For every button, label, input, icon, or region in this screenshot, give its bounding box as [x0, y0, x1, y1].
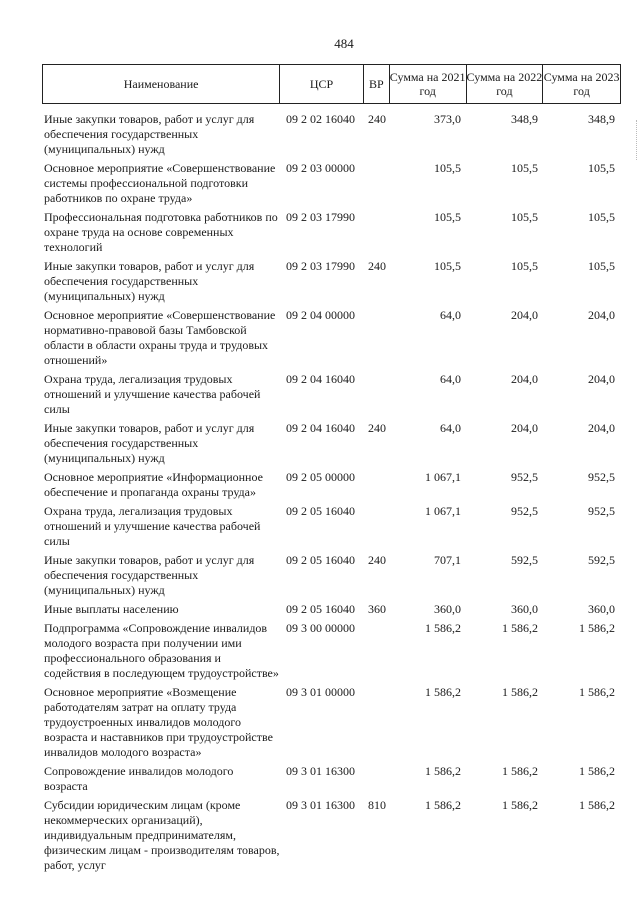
row-sum-2023: 105,5 [588, 161, 615, 175]
row-vr [364, 764, 390, 794]
row-csr: 09 3 01 16300 [286, 764, 355, 778]
row-vr: 240 [368, 421, 386, 435]
row-name: Иные закупки товаров, работ и услуг для обеспечения государственных (муниципальных) нужд [44, 112, 255, 156]
row-sum-2021: 64,0 [440, 421, 461, 435]
row-vr [364, 470, 390, 500]
row-name: Иные закупки товаров, работ и услуг для обеспечения государственных (муниципальных) нужд [44, 259, 255, 303]
table-header [42, 64, 621, 104]
scan-edge-divider [636, 120, 638, 160]
table-row [42, 372, 621, 417]
table-row [42, 259, 621, 304]
row-csr: 09 2 04 16040 [286, 421, 355, 435]
row-vr [364, 372, 390, 417]
row-sum-2023: 204,0 [588, 308, 615, 322]
row-csr: 09 2 03 17990 [286, 259, 355, 273]
row-name: Профессиональная подготовка работников по охране труда на основе современных технологий [44, 210, 278, 254]
row-name: Основное мероприятие «Совершенствование нормативно-правовой базы Тамбовской области в области охраны труда и трудовых отношений» [44, 308, 276, 367]
row-vr: 360 [368, 602, 386, 616]
header-csr: ЦСР [280, 65, 364, 103]
row-sum-2022: 204,0 [511, 372, 538, 386]
row-sum-2021: 1 586,2 [425, 621, 461, 635]
table-row [42, 553, 621, 598]
row-sum-2023: 1 586,2 [579, 685, 615, 699]
row-name: Основное мероприятие «Информационное обеспечение и пропаганда охраны труда» [44, 470, 263, 499]
row-csr: 09 3 01 16300 [286, 798, 355, 812]
row-name: Сопровождение инвалидов молодого возраста [44, 764, 234, 793]
row-vr: 240 [368, 553, 386, 567]
table-row [42, 798, 621, 873]
row-vr [364, 210, 390, 255]
row-sum-2023: 1 586,2 [579, 621, 615, 635]
row-sum-2021: 105,5 [434, 161, 461, 175]
header-sum-2021: Сумма на 2021 год [390, 65, 467, 103]
row-vr [364, 161, 390, 206]
table-row [42, 602, 621, 617]
row-vr: 240 [368, 259, 386, 273]
row-csr: 09 3 00 00000 [286, 621, 355, 635]
row-sum-2021: 1 586,2 [425, 764, 461, 778]
row-sum-2023: 952,5 [588, 504, 615, 518]
row-sum-2023: 952,5 [588, 470, 615, 484]
row-sum-2022: 105,5 [511, 210, 538, 224]
row-csr: 09 2 05 00000 [286, 470, 355, 484]
row-vr [364, 308, 390, 368]
header-name: Наименование [43, 65, 280, 103]
row-sum-2023: 360,0 [588, 602, 615, 616]
table-row [42, 308, 621, 368]
row-csr: 09 2 03 00000 [286, 161, 355, 175]
row-sum-2022: 952,5 [511, 504, 538, 518]
row-sum-2022: 592,5 [511, 553, 538, 567]
table-row [42, 112, 621, 157]
table-row [42, 504, 621, 549]
row-sum-2022: 105,5 [511, 161, 538, 175]
row-sum-2022: 1 586,2 [502, 798, 538, 812]
table-row [42, 161, 621, 206]
table-row [42, 470, 621, 500]
row-vr: 240 [368, 112, 386, 126]
row-sum-2021: 64,0 [440, 372, 461, 386]
row-sum-2022: 204,0 [511, 421, 538, 435]
table-row [42, 421, 621, 466]
row-csr: 09 2 03 17990 [286, 210, 355, 224]
row-sum-2023: 348,9 [588, 112, 615, 126]
row-sum-2023: 1 586,2 [579, 798, 615, 812]
table-row [42, 210, 621, 255]
row-sum-2021: 105,5 [434, 259, 461, 273]
row-name: Подпрограмма «Сопровождение инвалидов молодого возраста при получении ими профессионального образования и содействия в последующем трудоустройстве» [44, 621, 279, 680]
table-row [42, 685, 621, 760]
row-vr [364, 504, 390, 549]
row-name: Иные выплаты населению [44, 602, 179, 616]
row-csr: 09 3 01 00000 [286, 685, 355, 699]
row-vr [364, 685, 390, 760]
row-sum-2022: 360,0 [511, 602, 538, 616]
row-sum-2022: 1 586,2 [502, 764, 538, 778]
row-sum-2022: 952,5 [511, 470, 538, 484]
row-sum-2023: 1 586,2 [579, 764, 615, 778]
row-sum-2022: 1 586,2 [502, 685, 538, 699]
row-sum-2023: 105,5 [588, 259, 615, 273]
row-vr: 810 [368, 798, 386, 812]
row-sum-2021: 105,5 [434, 210, 461, 224]
row-csr: 09 2 04 00000 [286, 308, 355, 322]
row-sum-2022: 348,9 [511, 112, 538, 126]
row-vr [364, 621, 390, 681]
row-sum-2021: 360,0 [434, 602, 461, 616]
header-vr: ВР [364, 65, 390, 103]
row-sum-2021: 1 586,2 [425, 685, 461, 699]
row-sum-2021: 373,0 [434, 112, 461, 126]
row-name: Иные закупки товаров, работ и услуг для обеспечения государственных (муниципальных) нужд [44, 553, 255, 597]
row-csr: 09 2 05 16040 [286, 504, 355, 518]
row-csr: 09 2 04 16040 [286, 372, 355, 386]
page-number: 484 [334, 36, 354, 51]
header-sum-2022: Сумма на 2022 год [467, 65, 544, 103]
table-row [42, 764, 621, 794]
row-csr: 09 2 05 16040 [286, 553, 355, 567]
row-csr: 09 2 05 16040 [286, 602, 355, 616]
row-sum-2023: 105,5 [588, 210, 615, 224]
row-name: Основное мероприятие «Совершенствование системы профессиональной подготовки работников по охране труда» [44, 161, 276, 205]
row-sum-2023: 204,0 [588, 372, 615, 386]
row-sum-2021: 1 067,1 [425, 504, 461, 518]
row-sum-2022: 1 586,2 [502, 621, 538, 635]
row-sum-2021: 707,1 [434, 553, 461, 567]
row-name: Субсидии юридическим лицам (кроме некоммерческих организаций), индивидуальным предпринимателям, физическим лицам - производителям товаров, работ, услуг [44, 798, 280, 872]
row-sum-2021: 1 067,1 [425, 470, 461, 484]
row-sum-2021: 1 586,2 [425, 798, 461, 812]
row-sum-2023: 592,5 [588, 553, 615, 567]
row-sum-2022: 204,0 [511, 308, 538, 322]
row-name: Охрана труда, легализация трудовых отношений и улучшение качества рабочей силы [44, 372, 261, 416]
row-csr: 09 2 02 16040 [286, 112, 355, 126]
row-name: Охрана труда, легализация трудовых отношений и улучшение качества рабочей силы [44, 504, 261, 548]
table-body [42, 112, 621, 877]
row-sum-2023: 204,0 [588, 421, 615, 435]
table-row [42, 621, 621, 681]
row-sum-2022: 105,5 [511, 259, 538, 273]
row-name: Иные закупки товаров, работ и услуг для обеспечения государственных (муниципальных) нужд [44, 421, 255, 465]
header-sum-2023: Сумма на 2023 год [543, 70, 620, 98]
row-sum-2021: 64,0 [440, 308, 461, 322]
row-name: Основное мероприятие «Возмещение работодателям затрат на оплату труда трудоустроенных инвалидов молодого возраста и наставников при трудоустройстве инвалидов молодого возраста» [44, 685, 273, 759]
